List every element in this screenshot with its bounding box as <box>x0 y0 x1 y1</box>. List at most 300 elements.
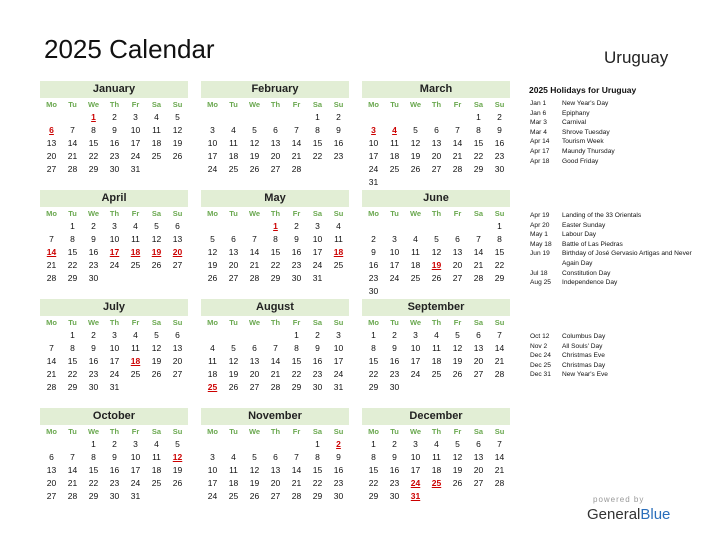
holiday-date: Apr 14 <box>530 138 550 146</box>
day-cell: 21 <box>46 369 57 379</box>
holiday-row <box>530 128 710 138</box>
day-cell: 19 <box>249 151 260 161</box>
holiday-row <box>530 351 710 361</box>
holiday-row <box>530 147 710 157</box>
weekday-label: Tu <box>390 427 399 436</box>
empty-day <box>202 111 223 124</box>
month-header: January <box>40 81 188 98</box>
day-cell: 19 <box>172 465 183 475</box>
day-cell: 20 <box>270 478 281 488</box>
day-cell: 19 <box>249 478 260 488</box>
day-cell: 4 <box>231 125 236 135</box>
day-cell: 16 <box>291 247 302 257</box>
day-cell: 3 <box>112 221 117 231</box>
day-cell: 14 <box>473 247 484 257</box>
day-cell: 18 <box>228 151 239 161</box>
day-cell: 19 <box>228 369 239 379</box>
day-cell: 21 <box>67 478 78 488</box>
day-cell: 14 <box>46 356 57 366</box>
weekday-label: Fr <box>453 318 462 327</box>
day-cell: 7 <box>70 452 75 462</box>
day-cell: 17 <box>312 247 323 257</box>
empty-day <box>244 438 265 451</box>
weekday-label: Sa <box>312 209 323 218</box>
day-cell: 20 <box>249 369 260 379</box>
weekday-label: Fr <box>292 318 301 327</box>
day-cell: 23 <box>333 478 344 488</box>
day-cell: 15 <box>88 138 99 148</box>
day-cell: 1 <box>70 221 75 231</box>
weekday-label: Tu <box>68 318 77 327</box>
day-cell: 7 <box>497 330 502 340</box>
day-cell: 2 <box>371 234 376 244</box>
weekday-label: Th <box>431 318 442 327</box>
empty-day <box>202 220 223 233</box>
day-cell: 14 <box>67 465 78 475</box>
generalblue-logo[interactable] <box>587 506 670 523</box>
holiday-name: Christmas Day <box>562 361 606 369</box>
day-cell: 2 <box>112 112 117 122</box>
day-cell: 21 <box>291 151 302 161</box>
day-cell: 23 <box>291 260 302 270</box>
day-cell: 8 <box>315 125 320 135</box>
day-cell: 16 <box>109 465 120 475</box>
day-cell: 24 <box>109 260 120 270</box>
day-cell: 17 <box>410 465 421 475</box>
holiday-name: Carnival <box>562 119 587 127</box>
holiday-name: Christmas Eve <box>562 352 605 360</box>
day-cell: 16 <box>88 356 99 366</box>
day-cell: 4 <box>133 330 138 340</box>
weekday-label: Tu <box>390 318 399 327</box>
day-cell: 9 <box>336 125 341 135</box>
day-cell: 29 <box>312 491 323 501</box>
day-cell: 21 <box>291 478 302 488</box>
day-cell: 23 <box>333 151 344 161</box>
day-cell: 17 <box>109 356 120 366</box>
day-cell: 1 <box>315 439 320 449</box>
day-cell: 27 <box>46 164 57 174</box>
day-cell: 23 <box>389 478 400 488</box>
holiday-day: 19 <box>151 247 162 257</box>
holiday-day: 2 <box>336 439 341 449</box>
holiday-date: Jun 19 <box>530 250 550 258</box>
day-cell: 7 <box>49 234 54 244</box>
day-cell: 29 <box>368 382 379 392</box>
day-cell: 5 <box>175 439 180 449</box>
day-cell: 26 <box>249 491 260 501</box>
day-cell: 26 <box>207 273 218 283</box>
holiday-row <box>530 240 710 250</box>
day-cell: 11 <box>411 247 420 257</box>
day-cell: 13 <box>270 138 281 148</box>
day-cell: 4 <box>231 452 236 462</box>
empty-day <box>202 329 223 342</box>
day-cell: 23 <box>88 260 99 270</box>
day-cell: 20 <box>473 465 484 475</box>
day-cell: 21 <box>46 260 57 270</box>
holiday-row <box>530 249 710 268</box>
weekday-label: Su <box>172 318 183 327</box>
empty-day <box>41 438 62 451</box>
weekday-label: We <box>248 100 261 109</box>
day-cell: 25 <box>228 164 239 174</box>
day-cell: 20 <box>452 260 463 270</box>
day-cell: 6 <box>252 343 257 353</box>
weekday-label: Mo <box>46 427 57 436</box>
day-cell: 10 <box>130 125 141 135</box>
holiday-name: Birthday of José Gervasio Artigas and Never Again Day <box>562 250 692 267</box>
brand-general: General <box>587 506 641 523</box>
day-cell: 9 <box>91 234 96 244</box>
empty-day <box>62 438 83 451</box>
holiday-list-q2 <box>530 211 710 288</box>
weekday-label: Sa <box>312 427 323 436</box>
day-cell: 5 <box>154 221 159 231</box>
month-header: March <box>362 81 510 98</box>
day-cell: 21 <box>494 465 505 475</box>
month-header: September <box>362 299 510 316</box>
day-cell: 30 <box>333 491 344 501</box>
day-cell: 4 <box>434 330 439 340</box>
empty-day <box>447 111 468 124</box>
day-cell: 18 <box>431 465 442 475</box>
day-cell: 20 <box>46 478 57 488</box>
day-cell: 25 <box>130 369 141 379</box>
holiday-date: Apr 17 <box>530 147 550 155</box>
day-cell: 29 <box>67 273 78 283</box>
day-cell: 3 <box>210 452 215 462</box>
day-cell: 6 <box>273 452 278 462</box>
holiday-day: 1 <box>91 112 96 122</box>
day-cell: 18 <box>228 478 239 488</box>
day-cell: 2 <box>392 330 397 340</box>
day-cell: 20 <box>431 151 442 161</box>
day-cell: 9 <box>392 343 397 353</box>
empty-day <box>265 438 286 451</box>
day-cell: 30 <box>312 382 323 392</box>
day-cell: 11 <box>152 452 161 462</box>
holiday-name: New Year's Day <box>562 100 609 107</box>
empty-day <box>265 111 286 124</box>
day-cell: 25 <box>333 260 344 270</box>
day-cell: 27 <box>46 491 57 501</box>
day-cell: 22 <box>312 151 323 161</box>
day-cell: 20 <box>228 260 239 270</box>
day-cell: 11 <box>432 343 441 353</box>
day-cell: 11 <box>390 138 399 148</box>
weekday-label: Su <box>494 100 505 109</box>
holiday-day: 6 <box>49 125 54 135</box>
day-cell: 2 <box>91 221 96 231</box>
day-cell: 30 <box>291 273 302 283</box>
day-cell: 26 <box>249 164 260 174</box>
weekday-label: Mo <box>368 100 379 109</box>
day-cell: 3 <box>392 234 397 244</box>
day-cell: 1 <box>70 330 75 340</box>
weekday-label: Fr <box>292 427 301 436</box>
weekday-label: Th <box>270 427 281 436</box>
day-cell: 18 <box>410 260 421 270</box>
day-cell: 21 <box>494 356 505 366</box>
day-cell: 28 <box>46 273 57 283</box>
day-cell: 28 <box>473 273 484 283</box>
day-cell: 12 <box>172 125 183 135</box>
weekday-label: Fr <box>131 100 140 109</box>
day-cell: 22 <box>368 478 379 488</box>
day-cell: 3 <box>112 330 117 340</box>
weekday-label: Su <box>333 318 344 327</box>
day-cell: 16 <box>312 356 323 366</box>
weekday-label: Sa <box>151 427 162 436</box>
day-cell: 31 <box>109 382 120 392</box>
day-cell: 27 <box>270 491 281 501</box>
day-cell: 7 <box>455 125 460 135</box>
weekday-label: Th <box>431 100 442 109</box>
day-cell: 7 <box>497 439 502 449</box>
day-cell: 5 <box>252 452 257 462</box>
weekday-label: We <box>248 427 261 436</box>
day-cell: 6 <box>434 125 439 135</box>
weekday-label: Tu <box>68 427 77 436</box>
day-cell: 11 <box>229 138 238 148</box>
month-july <box>40 299 188 394</box>
month-february <box>201 81 349 176</box>
day-cell: 6 <box>273 125 278 135</box>
day-cell: 12 <box>431 247 442 257</box>
weekday-label: Su <box>494 209 505 218</box>
day-cell: 5 <box>231 343 236 353</box>
day-cell: 16 <box>88 247 99 257</box>
holiday-day: 18 <box>333 247 344 257</box>
weekday-label: Th <box>270 100 281 109</box>
holiday-name: Easter Sunday <box>562 221 606 229</box>
day-cell: 20 <box>46 151 57 161</box>
day-cell: 30 <box>389 382 400 392</box>
day-cell: 8 <box>70 234 75 244</box>
holiday-name: Good Friday <box>562 157 599 165</box>
day-cell: 14 <box>249 247 260 257</box>
day-cell: 24 <box>312 260 323 270</box>
holiday-date: Apr 20 <box>530 221 550 229</box>
day-cell: 13 <box>46 465 57 475</box>
weekday-label: Tu <box>68 209 77 218</box>
day-cell: 27 <box>172 260 183 270</box>
day-cell: 9 <box>294 234 299 244</box>
day-cell: 7 <box>252 234 257 244</box>
day-cell: 28 <box>452 164 463 174</box>
day-cell: 9 <box>392 452 397 462</box>
day-cell: 7 <box>476 234 481 244</box>
holiday-day: 12 <box>172 452 183 462</box>
day-cell: 3 <box>413 330 418 340</box>
day-cell: 8 <box>91 452 96 462</box>
day-cell: 15 <box>67 356 78 366</box>
day-cell: 15 <box>368 465 379 475</box>
month-september <box>362 299 510 394</box>
day-cell: 9 <box>371 247 376 257</box>
holiday-row <box>530 230 710 240</box>
day-cell: 13 <box>46 138 57 148</box>
month-header: June <box>362 190 510 207</box>
weekday-label: Sa <box>151 209 162 218</box>
holiday-row <box>530 370 710 380</box>
day-cell: 28 <box>67 164 78 174</box>
day-cell: 27 <box>249 382 260 392</box>
day-cell: 9 <box>112 452 117 462</box>
holiday-date: Apr 19 <box>530 212 550 219</box>
day-cell: 1 <box>371 330 376 340</box>
month-october <box>40 408 188 503</box>
weekday-label: Fr <box>131 209 140 218</box>
day-cell: 20 <box>172 356 183 366</box>
day-cell: 23 <box>88 369 99 379</box>
day-cell: 24 <box>389 273 400 283</box>
day-cell: 24 <box>207 491 218 501</box>
month-june <box>362 190 510 298</box>
day-cell: 29 <box>368 491 379 501</box>
day-cell: 31 <box>312 273 323 283</box>
day-cell: 22 <box>88 478 99 488</box>
empty-day <box>223 329 244 342</box>
day-cell: 5 <box>154 330 159 340</box>
day-cell: 24 <box>410 369 421 379</box>
holiday-date: Dec 31 <box>530 371 551 379</box>
weekday-label: Mo <box>207 318 218 327</box>
day-cell: 10 <box>410 452 421 462</box>
month-header: July <box>40 299 188 316</box>
day-cell: 24 <box>207 164 218 174</box>
day-cell: 15 <box>312 465 323 475</box>
day-cell: 13 <box>473 343 484 353</box>
day-cell: 8 <box>315 452 320 462</box>
holiday-row <box>530 118 710 128</box>
day-cell: 1 <box>315 112 320 122</box>
day-cell: 19 <box>207 260 218 270</box>
holiday-date: Nov 2 <box>530 342 548 350</box>
day-cell: 19 <box>452 465 463 475</box>
holiday-day: 3 <box>371 125 376 135</box>
day-cell: 18 <box>151 465 162 475</box>
day-cell: 22 <box>67 369 78 379</box>
day-cell: 21 <box>452 151 463 161</box>
day-cell: 10 <box>109 343 120 353</box>
day-cell: 4 <box>154 439 159 449</box>
day-cell: 3 <box>133 112 138 122</box>
day-cell: 10 <box>389 247 400 257</box>
day-cell: 13 <box>249 356 260 366</box>
day-cell: 30 <box>368 286 379 296</box>
day-cell: 18 <box>207 369 218 379</box>
weekday-label: Fr <box>131 318 140 327</box>
day-cell: 27 <box>431 164 442 174</box>
day-cell: 25 <box>410 273 421 283</box>
day-cell: 13 <box>228 247 239 257</box>
day-cell: 10 <box>410 343 421 353</box>
day-cell: 4 <box>413 234 418 244</box>
weekday-label: Fr <box>453 427 462 436</box>
day-cell: 10 <box>312 234 323 244</box>
day-cell: 5 <box>455 439 460 449</box>
day-cell: 25 <box>228 491 239 501</box>
day-cell: 26 <box>228 382 239 392</box>
day-cell: 17 <box>130 465 141 475</box>
day-cell: 5 <box>455 330 460 340</box>
holiday-row <box>530 342 710 352</box>
day-cell: 15 <box>88 465 99 475</box>
holiday-name: Battle of Las Piedras <box>562 240 623 248</box>
day-cell: 20 <box>473 356 484 366</box>
day-cell: 21 <box>249 260 260 270</box>
day-cell: 6 <box>476 330 481 340</box>
month-april <box>40 190 188 285</box>
day-cell: 8 <box>70 343 75 353</box>
holiday-name: Shrove Tuesday <box>562 128 610 136</box>
day-cell: 18 <box>151 138 162 148</box>
day-cell: 24 <box>130 478 141 488</box>
day-cell: 7 <box>294 452 299 462</box>
day-cell: 26 <box>151 260 162 270</box>
day-cell: 29 <box>270 273 281 283</box>
weekday-label: Th <box>270 318 281 327</box>
day-cell: 25 <box>431 369 442 379</box>
day-cell: 2 <box>91 330 96 340</box>
day-cell: 1 <box>497 221 502 231</box>
empty-day <box>41 111 62 124</box>
day-cell: 17 <box>130 138 141 148</box>
weekday-label: Mo <box>46 318 57 327</box>
holiday-list-q1 <box>530 99 710 166</box>
day-cell: 14 <box>291 138 302 148</box>
day-cell: 30 <box>389 491 400 501</box>
empty-day <box>426 220 447 233</box>
day-cell: 8 <box>91 125 96 135</box>
day-cell: 9 <box>336 452 341 462</box>
weekday-label: Sa <box>312 318 323 327</box>
country-name: Uruguay <box>604 48 669 67</box>
month-november <box>201 408 349 503</box>
day-cell: 14 <box>67 138 78 148</box>
weekday-label: Th <box>109 100 120 109</box>
day-cell: 14 <box>494 452 505 462</box>
day-cell: 31 <box>130 164 141 174</box>
holiday-name: Epiphany <box>562 109 590 117</box>
day-cell: 31 <box>130 491 141 501</box>
weekday-label: Su <box>333 209 344 218</box>
day-cell: 17 <box>333 356 344 366</box>
day-cell: 8 <box>497 234 502 244</box>
day-cell: 16 <box>109 138 120 148</box>
day-cell: 28 <box>291 164 302 174</box>
day-cell: 8 <box>371 452 376 462</box>
weekday-label: Mo <box>368 427 379 436</box>
day-cell: 10 <box>130 452 141 462</box>
day-cell: 24 <box>109 369 120 379</box>
day-cell: 29 <box>88 164 99 174</box>
weekday-label: Tu <box>68 100 77 109</box>
empty-day <box>426 111 447 124</box>
day-cell: 5 <box>210 234 215 244</box>
holiday-name: Tourism Week <box>562 138 604 146</box>
holiday-row <box>530 269 710 279</box>
day-cell: 12 <box>249 138 260 148</box>
day-cell: 4 <box>434 439 439 449</box>
day-cell: 27 <box>270 164 281 174</box>
holiday-name: Labour Day <box>562 231 597 239</box>
weekday-label: We <box>409 100 422 109</box>
weekday-label: Th <box>270 209 281 218</box>
day-cell: 17 <box>410 356 421 366</box>
